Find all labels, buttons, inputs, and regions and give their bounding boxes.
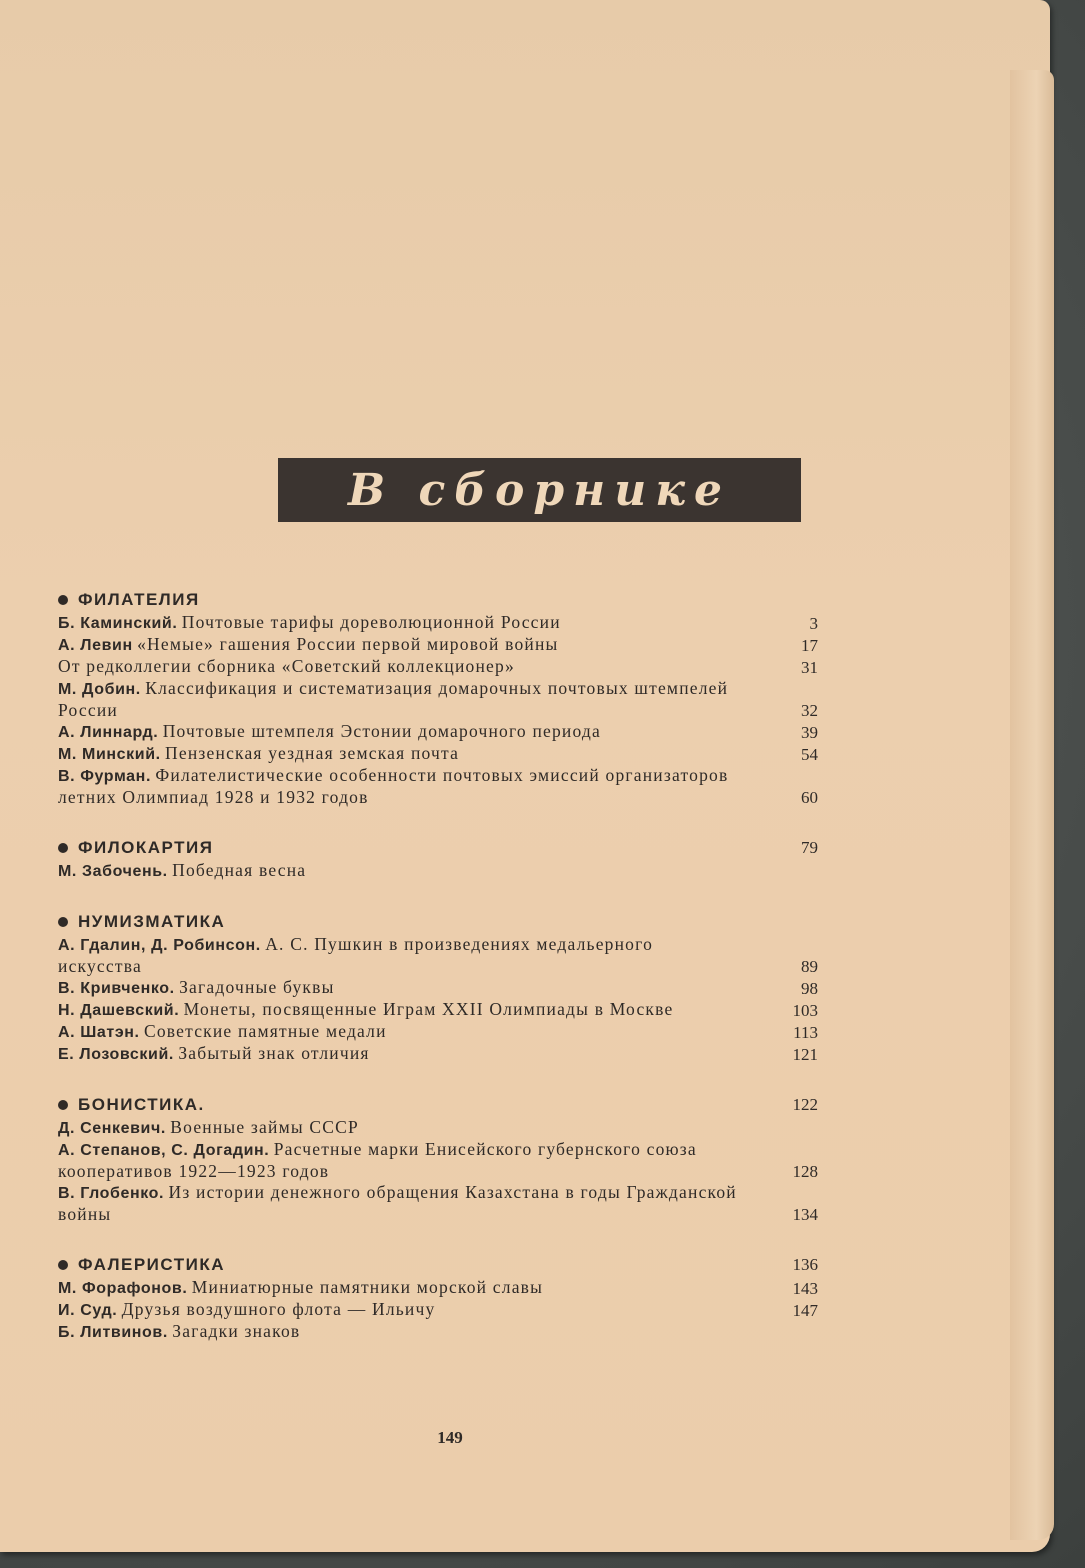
entry-title: Советские памятные медали xyxy=(143,1021,387,1041)
entry-text xyxy=(58,1182,758,1225)
entry-text xyxy=(58,1043,758,1065)
entry-page-number: 103 xyxy=(792,1001,818,1020)
entry-page-number: 17 xyxy=(801,636,818,655)
toc-entry xyxy=(58,634,818,656)
entry-page-number: 31 xyxy=(801,658,818,677)
entry-page-number: 128 xyxy=(792,1162,818,1181)
toc-entry xyxy=(58,1117,818,1139)
bullet-icon xyxy=(58,1260,68,1270)
section-header xyxy=(58,838,818,860)
entry-author: Н. Дашевский. xyxy=(58,1002,180,1019)
entry-author: А. Левин xyxy=(58,637,133,654)
entry-author: В. Кривченко. xyxy=(58,980,175,997)
entry-title: Классификация и систематизация домарочных почтовых штемпелей России xyxy=(58,678,729,720)
entry-text xyxy=(58,1277,758,1299)
entry-title: Пензенская уездная земская почта xyxy=(165,743,460,763)
section-title: ФИЛОКАРТИЯ xyxy=(78,838,214,857)
toc-entry xyxy=(58,721,818,743)
bullet-icon xyxy=(58,1100,68,1110)
bullet-icon xyxy=(58,843,68,853)
entry-title: Почтовые тарифы дореволюционной России xyxy=(181,612,561,632)
entry-text xyxy=(58,999,758,1021)
entry-author: А. Степанов, С. Догадин. xyxy=(58,1142,270,1159)
entry-title: Почтовые штемпеля Эстонии домарочного периода xyxy=(162,721,602,741)
entry-page-number: 143 xyxy=(792,1279,818,1298)
entry-author: А. Шатэн. xyxy=(58,1024,140,1041)
entry-page-number: 89 xyxy=(801,957,818,976)
entry-text xyxy=(58,743,758,765)
entry-author: Б. Каминский. xyxy=(58,615,178,632)
section-page-number: 122 xyxy=(792,1095,818,1114)
entry-text xyxy=(58,1139,758,1182)
toc-entry xyxy=(58,1021,818,1043)
section-title: НУМИЗМАТИКА xyxy=(78,912,226,931)
entry-author: И. Суд. xyxy=(58,1302,118,1319)
entry-author: Д. Сенкевич. xyxy=(58,1120,166,1137)
toc-entry xyxy=(58,656,818,678)
entry-text xyxy=(58,977,758,999)
bullet-icon xyxy=(58,595,68,605)
entry-text xyxy=(58,934,758,977)
entry-text xyxy=(58,612,758,634)
entry-title: От редколлегии сборника «Советский коллекционер» xyxy=(58,656,515,676)
entry-title: Победная весна xyxy=(172,860,307,880)
section-header xyxy=(58,912,818,934)
entry-page-number: 39 xyxy=(801,723,818,742)
entry-author: В. Глобенко. xyxy=(58,1185,165,1202)
entry-page-number: 3 xyxy=(809,614,818,633)
section-header xyxy=(58,590,818,612)
entry-title: Загадочные буквы xyxy=(179,977,335,997)
section-page-number: 79 xyxy=(801,838,818,857)
toc-entry xyxy=(58,765,818,808)
entry-title: Друзья воздушного флота — Ильичу xyxy=(121,1299,436,1319)
toc-section xyxy=(58,1095,818,1225)
entry-title: Филателистические особенности почтовых эмиссий организаторов летних Олимпиад 1928 и 1932 годов xyxy=(58,765,729,807)
toc-section xyxy=(58,590,818,808)
entry-title: Военные займы СССР xyxy=(170,1117,359,1137)
entry-title: А. С. Пушкин в произведениях медальерного искусства xyxy=(58,934,654,976)
toc-entry xyxy=(58,1299,818,1321)
section-title: ФАЛЕРИСТИКА xyxy=(78,1255,226,1274)
entry-author: М. Минский. xyxy=(58,746,161,763)
entry-author: М. Забочень. xyxy=(58,863,168,880)
toc-entry xyxy=(58,612,818,634)
entry-text xyxy=(58,1117,758,1139)
entry-text xyxy=(58,721,758,743)
toc-entry xyxy=(58,678,818,721)
entry-page-number: 98 xyxy=(801,979,818,998)
entry-title: Из истории денежного обращения Казахстана в годы Гражданской войны xyxy=(58,1182,737,1224)
entry-page-number: 147 xyxy=(792,1301,818,1320)
bullet-icon xyxy=(58,917,68,927)
entry-page-number: 54 xyxy=(801,745,818,764)
entry-author: А. Линнард. xyxy=(58,724,159,741)
entry-page-number: 134 xyxy=(792,1205,818,1224)
toc-section xyxy=(58,1255,818,1343)
entry-text xyxy=(58,1321,758,1343)
entry-author: В. Фурман. xyxy=(58,768,151,785)
entry-text xyxy=(58,860,758,882)
page-edge xyxy=(1010,70,1054,1540)
section-title: ФИЛАТЕЛИЯ xyxy=(78,590,200,609)
toc-entry xyxy=(58,977,818,999)
table-of-contents xyxy=(58,590,818,1373)
entry-text xyxy=(58,765,758,808)
entry-page-number: 113 xyxy=(793,1023,818,1042)
entry-text xyxy=(58,1299,758,1321)
entry-author: Б. Литвинов. xyxy=(58,1324,168,1341)
toc-entry xyxy=(58,743,818,765)
entry-page-number: 60 xyxy=(801,788,818,807)
entry-text xyxy=(58,1021,758,1043)
entry-author: Е. Лозовский. xyxy=(58,1046,174,1063)
toc-entry xyxy=(58,860,818,882)
entry-author: М. Форафонов. xyxy=(58,1280,188,1297)
toc-entry xyxy=(58,934,818,977)
toc-entry xyxy=(58,1139,818,1182)
entry-text xyxy=(58,634,758,656)
entry-title: Загадки знаков xyxy=(172,1321,301,1341)
entry-page-number: 121 xyxy=(792,1045,818,1064)
entry-title: Расчетные марки Енисейского губернского союза кооперативов 1922—1923 годов xyxy=(58,1139,697,1181)
entry-title: «Немые» гашения России первой мировой войны xyxy=(137,634,559,654)
toc-section xyxy=(58,838,818,882)
entry-author: М. Добин. xyxy=(58,681,141,698)
entry-page-number: 32 xyxy=(801,701,818,720)
toc-entry xyxy=(58,1182,818,1225)
entry-title: Монеты, посвященные Играм XXII Олимпиады в Москве xyxy=(183,999,674,1019)
entry-title: Забытый знак отличия xyxy=(178,1043,370,1063)
page-number: 149 xyxy=(437,1428,463,1447)
toc-entry xyxy=(58,1277,818,1299)
toc-section xyxy=(58,912,818,1065)
entry-author: А. Гдалин, Д. Робинсон. xyxy=(58,937,261,954)
toc-entry xyxy=(58,999,818,1021)
entry-title: Миниатюрные памятники морской славы xyxy=(191,1277,544,1297)
contents-heading: В сборнике xyxy=(278,458,801,522)
section-header xyxy=(58,1255,818,1277)
toc-entry xyxy=(58,1321,818,1343)
section-header xyxy=(58,1095,818,1117)
section-title: БОНИСТИКА. xyxy=(78,1095,205,1114)
section-page-number: 136 xyxy=(792,1255,818,1274)
entry-text xyxy=(58,656,758,678)
toc-entry xyxy=(58,1043,818,1065)
entry-text xyxy=(58,678,758,721)
